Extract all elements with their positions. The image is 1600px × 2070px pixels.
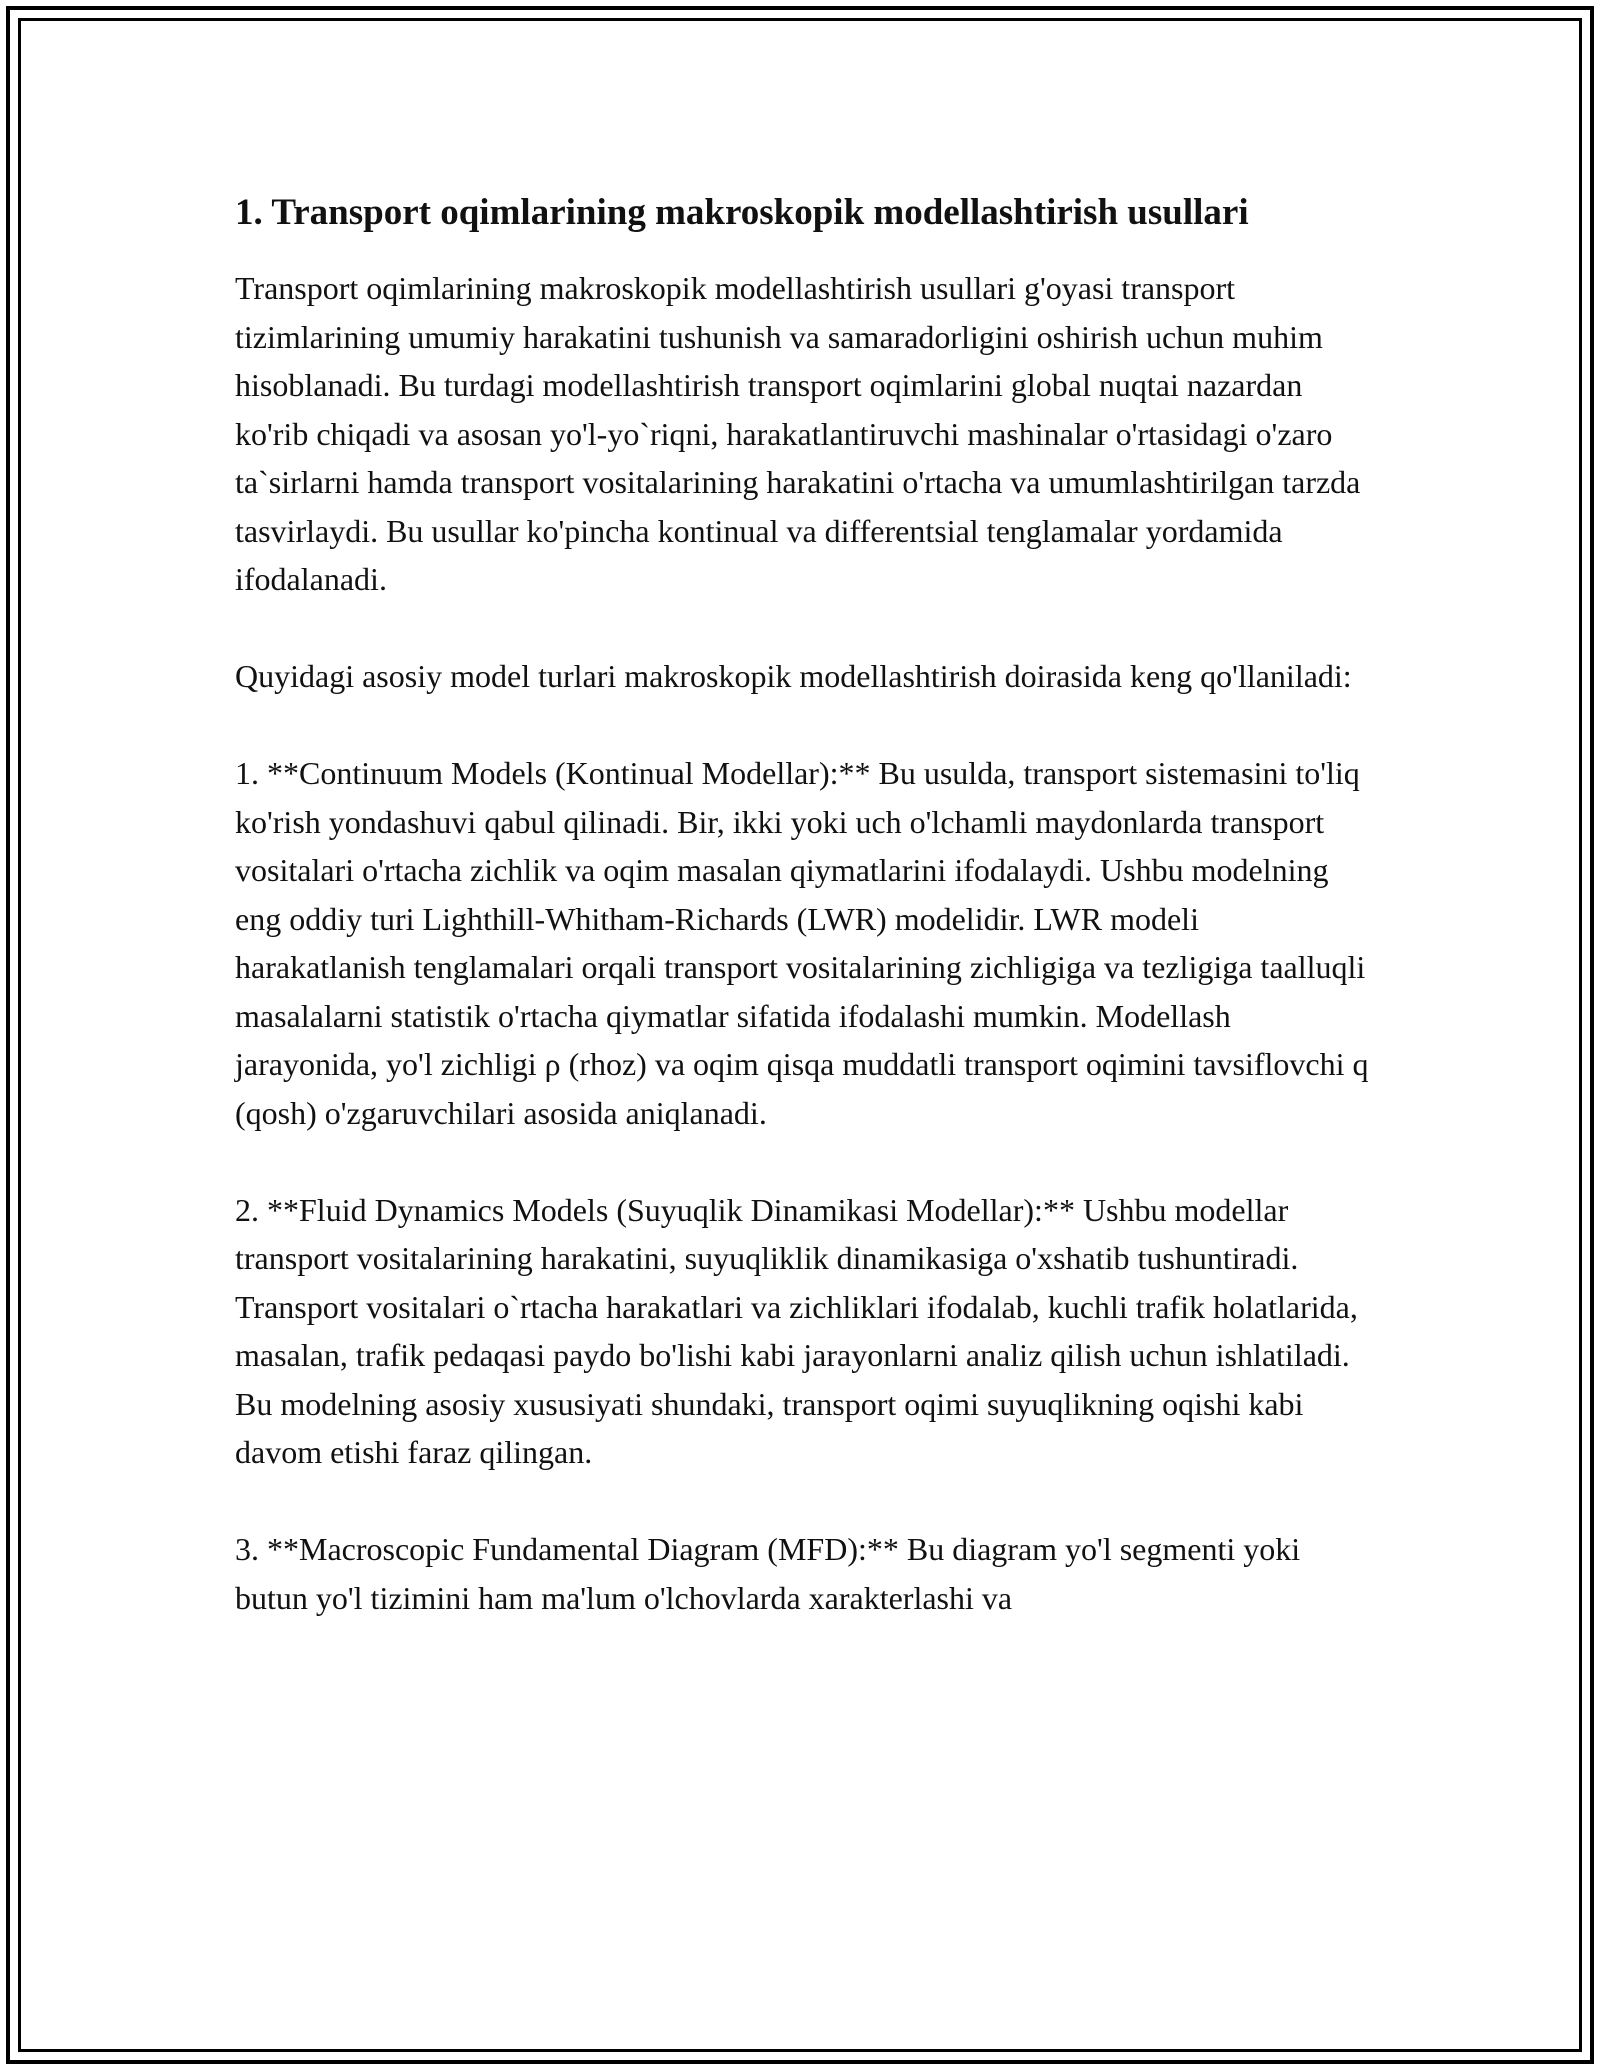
mfd-paragraph: 3. **Macroscopic Fundamental Diagram (MFD):** Bu diagram yo'l segmenti yoki butun yo'l tizimini ham ma'lum o'lchovlarda xarakterlashi va [235,1531,1301,1616]
fluid-dynamics-models-paragraph: 2. **Fluid Dynamics Models (Suyuqlik Dinamikasi Modellar):** Ushbu modellar transport vositalarining harakatini, suyuqliklik dinamikasiga o'xshatib tushuntiradi. Transport vositalari o`rtacha harakatlari va zichliklari ifodalab, kuchli trafik holatlarida, masalan, trafik pedaqasi paydo bo'lishi kabi jarayonlarni analiz qilish uchun ishlatiladi. Bu modelning asosiy xususiyati shundaki, transport oqimi suyuqlikning oqishi kabi davom etishi faraz qilingan. [235,1191,1358,1470]
section-heading: 1. Transport oqimlarining makroskopik modellashtirish usullari [235,192,1249,233]
model-types-intro-paragraph: Quyidagi asosiy model turlari makroskopik modellashtirish doirasida keng qo'llaniladi: [235,658,1352,694]
continuum-models-paragraph: 1. **Continuum Models (Kontinual Modellar):** Bu usulda, transport sistemasini to'liq ko'rish yondashuvi qabul qilinadi. Bir, ikki yoki uch o'lchamli maydonlarda transport vositalari o'rtacha zichlik va oqim masalan qiymatlarini ifodalaydi. Ushbu modelning eng oddiy turi Lighthill-Whitham-Richards (LWR) modelidir. LWR modeli harakatlanish tenglamalari orqali transport vositalarining zichligiga va tezligiga taalluqli masalalarni statistik o'rtacha qiymatlar sifatida ifodalashi mumkin. Modellash jarayonida, yo'l zichligi ρ (rhoz) va oqim qisqa muddatli transport oqimini tavsiflovchi q (qosh) o'zgaruvchilari asosida aniqlanadi. [235,755,1369,1131]
intro-paragraph: Transport oqimlarining makroskopik modellashtirish usullari g'oyasi transport tizimlarining umumiy harakatini tushunish va samaradorligini oshirish uchun muhim hisoblanadi. Bu turdagi modellashtirish transport oqimlarini global nuqtai nazardan ko'rib chiqadi va asosan yo'l-yo`riqni, harakatlantiruvchi mashinalar o'rtasidagi o'zaro ta`sirlarni hamda transport vositalarining harakatini o'rtacha va umumlashtirilgan tarzda tasvirlaydi. Bu usullar ko'pincha kontinual va differentsial tenglamalar yordamida ifodalanadi. [235,270,1361,597]
document-body [235,185,1375,1671]
